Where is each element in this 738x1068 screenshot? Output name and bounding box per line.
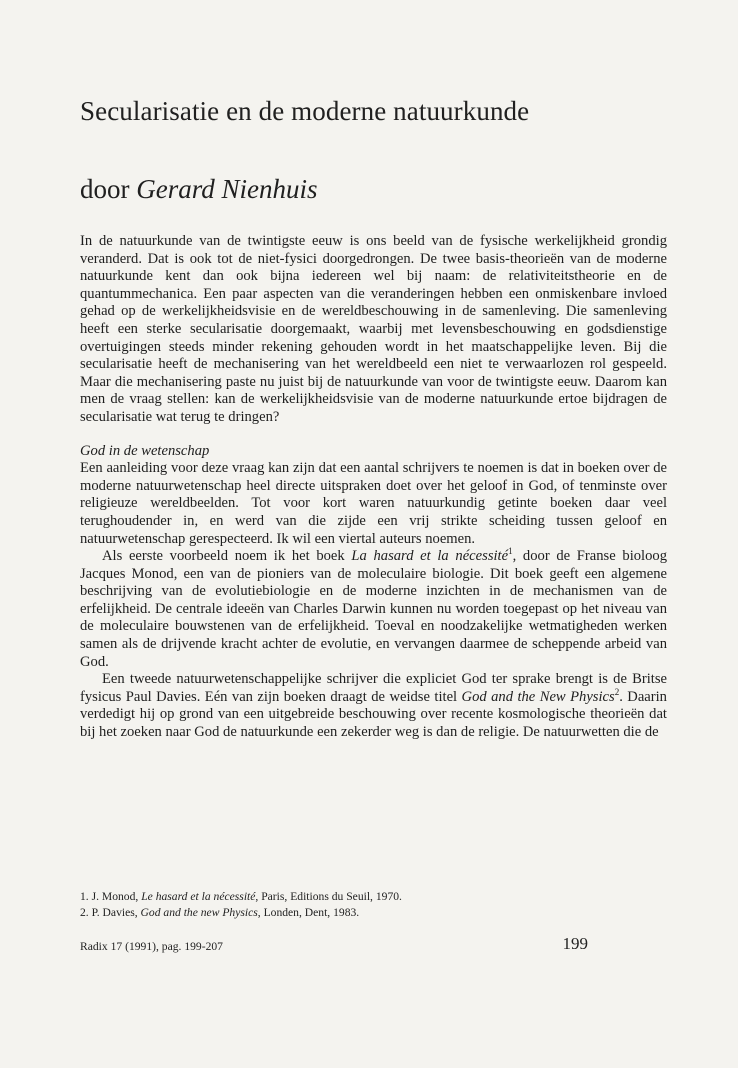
footnote-ref[interactable]: 1 — [508, 546, 513, 557]
author-prefix: door — [80, 174, 137, 204]
text-run: Als eerste voorbeeld noem ik het boek — [102, 548, 352, 565]
footnote-ref[interactable]: 2 — [614, 686, 620, 697]
book-title: God and the New Physics — [461, 688, 615, 705]
text-run: Een tweede natuurwetenschappelijke schrijver die expliciet God ter sprake brengt is de Britse fysicus Paul Davies. Eén van zijn boeken draagt de weidse titel — [80, 671, 667, 705]
text-run: . Daarin verdedigt hij op grond van een uitgebreide beschouwing over recente kosmologische theorieën dat bij het zoeken naar God de natuurkunde een zekerder weg is dan de religie. De natuurwetten die de — [80, 688, 667, 741]
article-body — [80, 233, 667, 742]
paragraph — [80, 548, 667, 671]
paragraph: Een aanleiding voor deze vraag kan zijn dat een aantal schrijvers te noemen is dat in boeken over de moderne natuurwetenschap heel directe uitspraken doet over het geloof in God, of tenminste over religieuze wereldbeelden. Tot voor kort waren natuurkundig getinte boeken daar veel terughoudender in, en werd van die zijde een vrij strikte scheiding tussen geloof en natuurwetenschap gerespecteerd. Ik wil een viertal auteurs noemen. — [80, 460, 667, 547]
footnote-text: 1. J. Monod, — [80, 890, 142, 903]
author-line — [80, 174, 318, 205]
author-name: Gerard Nienhuis — [136, 174, 318, 204]
book-title: La hasard et la nécessité — [351, 548, 509, 565]
intro-paragraph: In de natuurkunde van de twintigste eeuw is ons beeld van de fysische werkelijkheid grondig veranderd. Dat is ook tot de niet-fysici doorgedrongen. De twee basis-theorieën van de moderne natuurkunde kent dan ook bijna iedereen wel bij naam: de relativiteitstheorie en de quantummechanica. Een paar aspecten van die veranderingen hebben een onmiskenbare invloed gehad op de werkelijkheidsvisie en de wereldbeschouwing in de samenleving. Die samenleving heeft een sterke secularisatie doorgemaakt, waarbij met levensbeschouwing en godsdienstige overtuigingen steeds minder rekening gehouden wordt in het maatschappelijke leven. Bij die secularisatie heeft de mechanisering van het wereldbeeld een niet te verwaarlozen rol gespeeld. Maar die mechanisering paste nu juist bij de natuurkunde van voor de twintigste eeuw. Daarom kan men de vraag stellen: kan de werkelijkheidsvisie van de moderne natuurkunde ertoe bijdragen de secularisatie wat terug te dringen? — [80, 233, 667, 425]
footnotes — [80, 889, 667, 920]
page-number: 199 — [562, 934, 588, 953]
footnote — [80, 889, 667, 905]
footnote-text: , Paris, Editions du Seuil, 1970. — [255, 890, 402, 903]
footnote-title: Le hasard et la nécessité — [141, 890, 256, 903]
article-title: Secularisatie en de moderne natuurkunde — [80, 96, 530, 126]
paragraph — [80, 671, 667, 741]
text-run: , door de Franse bioloog Jacques Monod, een van de pioniers van de moleculaire biologie. Dit boek geeft een algemene beschrijving van de evolutiebiologie en de moderne inzichten in de mechanismen van de erfelijkheid. De centrale ideeën van Charles Darwin kunnen nu worden toegepast op het niveau van de moleculaire bouwstenen van de erfelijkheid. Toeval en noodzakelijke wetmatigheden werken samen als de drijvende kracht achter de evolutie, en vervangen daarmee de scheppende arbeid van God. — [80, 548, 667, 670]
journal-citation: Radix 17 (1991), pag. 199-207 — [80, 940, 223, 953]
footnote-text: , Londen, Dent, 1983. — [257, 905, 360, 919]
footnote — [80, 905, 667, 921]
footnote-text: 2. P. Davies, — [80, 905, 141, 919]
footnote-title: God and the new Physics — [140, 905, 258, 919]
section-heading: God in de wetenschap — [80, 442, 210, 459]
